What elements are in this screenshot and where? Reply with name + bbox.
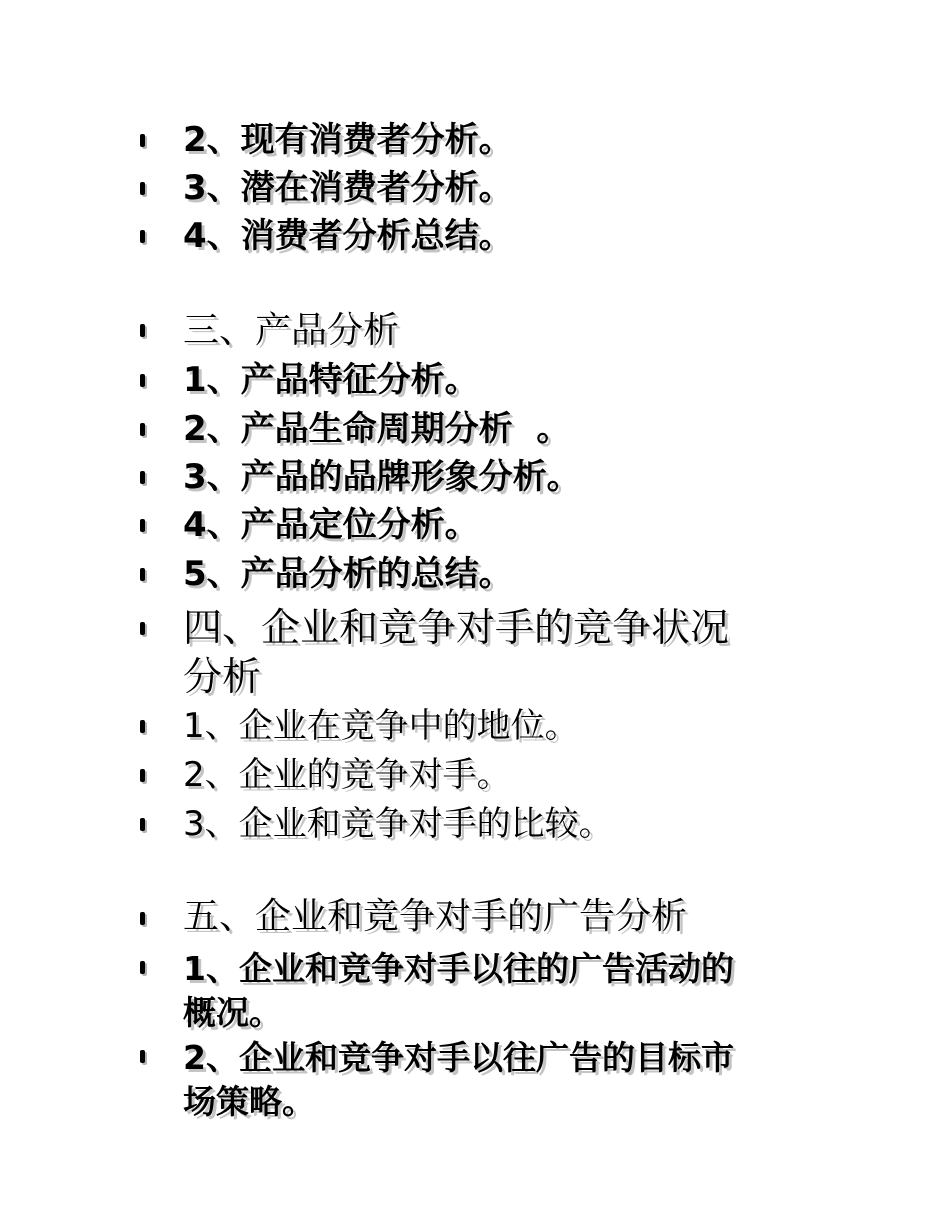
- bullet-icon: [140, 182, 145, 195]
- bullet-icon: [140, 423, 145, 436]
- bullet-icon: [140, 471, 145, 484]
- item-text: 3、产品的品牌形象分析。: [183, 457, 581, 497]
- item-text: 1、产品特征分析。: [183, 360, 479, 400]
- item-text: 4、消费者分析总结。: [183, 216, 513, 256]
- bullet-icon: [140, 622, 145, 635]
- bullet-icon: [140, 230, 145, 243]
- bullet-icon: [140, 818, 145, 831]
- bullet-icon: [140, 374, 145, 387]
- bullet-icon: [140, 1050, 145, 1063]
- bullet-icon: [140, 519, 145, 532]
- bullet-icon: [140, 324, 145, 337]
- item-text: 3、企业和竞争对手的比较。: [183, 804, 613, 844]
- item-text: 1、企业在竞争中的地位。: [183, 706, 579, 746]
- bullet-icon: [140, 568, 145, 581]
- item-text-line1: 四、企业和竞争对手的竞争状况: [183, 606, 730, 651]
- item-text: 2、产品生命周期分析 。: [183, 409, 571, 449]
- bullet-icon: [140, 961, 145, 974]
- item-text: 3、潜在消费者分析。: [183, 168, 513, 208]
- bullet-icon: [140, 720, 145, 733]
- item-text-line1: 2、企业和竞争对手以往广告的目标市: [183, 1038, 734, 1077]
- item-text-line2: 分析: [183, 655, 262, 700]
- item-text: 2、企业的竞争对手。: [183, 755, 511, 795]
- item-text-line1: 1、企业和竞争对手以往的广告活动的: [183, 949, 734, 988]
- item-text: 三、产品分析: [183, 310, 400, 351]
- item-text: 五、企业和竞争对手的广告分析: [183, 896, 688, 937]
- bullet-icon: [140, 912, 145, 925]
- item-text: 4、产品定位分析。: [183, 505, 479, 545]
- item-text: 5、产品分析的总结。: [183, 554, 513, 594]
- item-text-line2: 场策略。: [183, 1082, 315, 1121]
- bullet-icon: [140, 769, 145, 782]
- bullet-icon: [140, 134, 145, 147]
- item-text-line2: 概况。: [183, 993, 282, 1032]
- item-text: 2、现有消费者分析。: [183, 120, 513, 160]
